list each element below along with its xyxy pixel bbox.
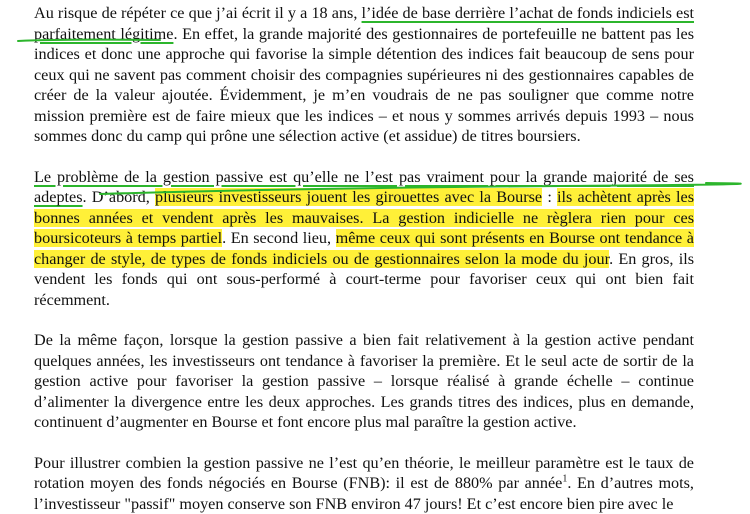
p2-text-3: . En second lieu, [222, 229, 336, 247]
p2-text-4: . En gros, ils vendent les fonds qui ont sous-performé à court-terme pour favoriser ceux qui ont bien fait récemment. [34, 250, 694, 309]
p4-text-2: . En d’autres mots, l’investisseur "passif" moyen conserve son FNB environ 47 jours! Et c’est encore bien pire avec le [34, 474, 694, 513]
paragraph-3: De la même façon, lorsque la gestion passive a bien fait relativement à la gestion active pendant quelques années, les investisseurs ont tendance à favoriser la première. Et le seul acte de sortir de la gestion active pour favoriser la gestion passive – lorsque réalisé à grande échelle – continue d’alimenter la divergence entre les deux approches. Les grands titres des indices, plus en demande, continuent d’augmenter en Bourse et font encore plus mal paraître la gestion active. [34, 330, 694, 433]
footnote-marker: 1 [562, 474, 567, 485]
paragraph-4 [34, 453, 694, 514]
p1-body: . En effet, la grande majorité des gestionnaires de portefeuille ne battent pas les indices et donc une approche qui favorise la simple détention des indices fait beaucoup de sens pour ceux qui ne savent pas comment choisir des compagnies supérieures ni des gestionnaires capables de créer de la valeur ajoutée. Évidemment, je m’en voudrais de ne pas souligner que comme notre mission première est de faire mieux que les indices – et nous y sommes arrivés depuis 1993 – nous sommes donc du camp qui prône une sélection active (et assidue) de titres boursiers. [34, 25, 694, 146]
paragraph-2 [34, 167, 694, 311]
p1-intro: Au risque de répéter ce que j’ai écrit il y a 18 ans, [34, 4, 362, 22]
highlight-girouettes: plusieurs investisseurs jouent les girouettes avec la Bourse [155, 188, 542, 206]
p2-text-1: . D’abord, [83, 188, 155, 206]
highlight-changer-de-style: même ceux qui sont présents en Bourse ont tendance à changer de style, de types de fonds indiciels ou de gestionnaires selon la mode du jour [34, 229, 694, 268]
document-page [34, 3, 694, 514]
p2-text-2: : [542, 188, 557, 206]
underlined-thesis: l’idée de base derrière l’achat de fonds indiciels est parfaitement légitime [34, 4, 694, 43]
underlined-problem-statement: Le problème de la gestion passive est qu’elle ne l’est pas vraiment pour la grande majorité de ses adeptes [34, 168, 694, 207]
p4-text-1: Pour illustrer combien la gestion passive ne l’est qu’en théorie, le meilleur paramètre est le taux de rotation moyen des fonds négociés en Bourse (FNB): il est de 880% par année [34, 454, 694, 493]
highlight-boursicoteurs: ils achètent après les bonnes années et vendent après les mauvaises. La gestion indicielle ne règlera rien pour ces boursicoteurs à temps partiel [34, 188, 694, 247]
paragraph-1 [34, 3, 694, 147]
